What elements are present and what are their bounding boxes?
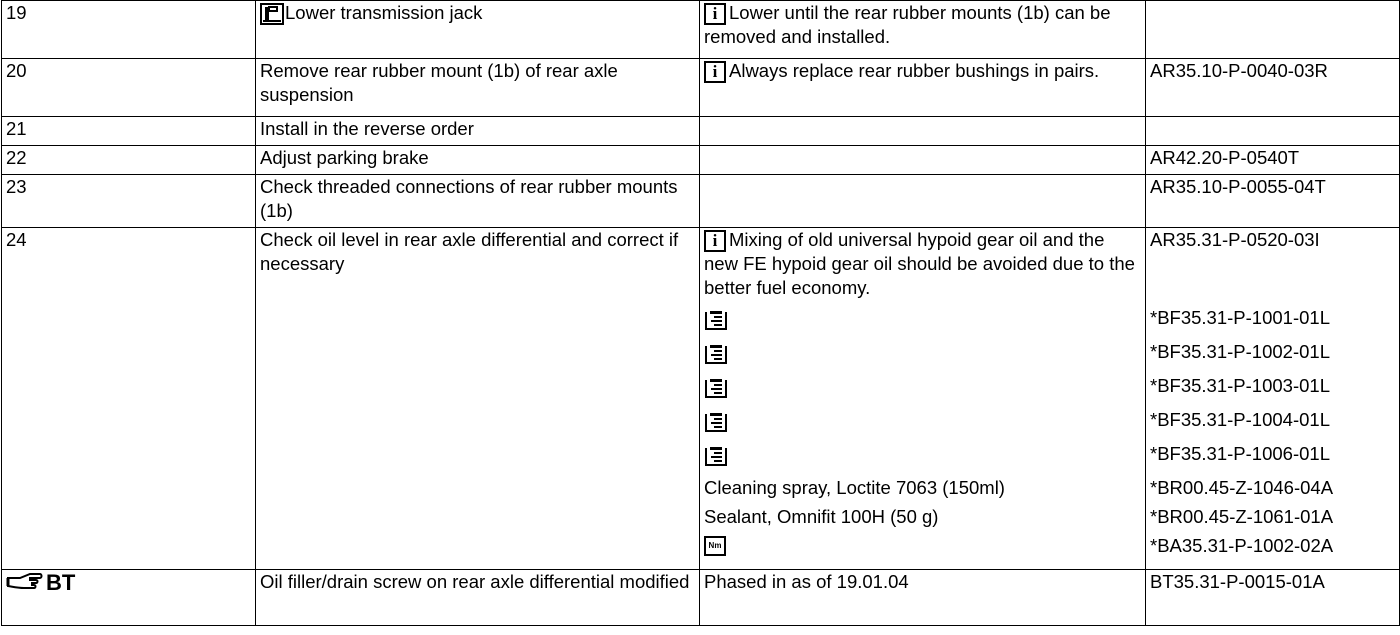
reference-cell	[1146, 228, 1400, 570]
reference-cell: BT35.31-P-0015-01A	[1146, 570, 1400, 626]
torque-item	[704, 534, 1141, 568]
oil-spec-item	[704, 340, 1141, 374]
action-cell: Check oil level in rear axle differential and correct if necessary	[256, 228, 700, 570]
step-number: 19	[2, 1, 256, 59]
step-number: 23	[2, 175, 256, 228]
action-cell: Adjust parking brake	[256, 146, 700, 175]
oil-can-icon	[704, 343, 728, 365]
table-row	[2, 59, 1400, 117]
note-text: Mixing of old universal hypoid gear oil and the new FE hypoid gear oil should be avoided due to the better fuel economy.	[704, 229, 1135, 298]
item-reference: *BR00.45-Z-1061-01A	[1150, 506, 1334, 527]
table-row	[2, 1, 1400, 59]
note-cell	[700, 59, 1146, 117]
action-cell: Remove rear rubber mount (1b) of rear axle suspension	[256, 59, 700, 117]
reference-cell	[1146, 1, 1400, 59]
table-row	[2, 228, 1400, 570]
info-icon: i	[704, 3, 726, 25]
step-number: 21	[2, 117, 256, 146]
consumable-item: Cleaning spray, Loctite 7063 (150ml)	[704, 477, 1005, 498]
note-cell	[700, 175, 1146, 228]
bt-label: BT	[46, 570, 76, 595]
oil-can-icon	[704, 309, 728, 331]
reference-text: AR35.31-P-0520-03I	[1150, 229, 1320, 250]
note-text: Always replace rear rubber bushings in pairs.	[729, 60, 1100, 81]
item-reference: *BR00.45-Z-1046-04A	[1150, 477, 1334, 498]
action-cell: Oil filler/drain screw on rear axle differential modified	[256, 570, 700, 626]
item-reference: *BA35.31-P-1002-02A	[1150, 535, 1334, 556]
note-cell	[700, 117, 1146, 146]
action-cell	[256, 1, 700, 59]
bt-marker-cell	[2, 570, 256, 626]
consumable-item: Sealant, Omnifit 100H (50 g)	[704, 506, 939, 527]
step-number: 20	[2, 59, 256, 117]
oil-spec-item	[704, 408, 1141, 442]
oil-can-icon	[704, 445, 728, 467]
table-row	[2, 570, 1400, 626]
reference-cell	[1146, 117, 1400, 146]
oil-spec-item	[704, 374, 1141, 408]
action-cell: Install in the reverse order	[256, 117, 700, 146]
note-cell	[700, 1, 1146, 59]
reference-cell: AR35.10-P-0055-04T	[1146, 175, 1400, 228]
step-number: 24	[2, 228, 256, 570]
oil-spec-item	[704, 306, 1141, 340]
item-reference: *BF35.31-P-1002-01L	[1150, 341, 1330, 362]
oil-spec-item	[704, 442, 1141, 476]
info-icon: i	[704, 230, 726, 252]
pointing-hand-icon	[6, 570, 44, 592]
torque-nm-icon: Nm	[704, 536, 726, 556]
table-row	[2, 117, 1400, 146]
item-reference: *BF35.31-P-1004-01L	[1150, 409, 1330, 430]
reference-cell: AR42.20-P-0540T	[1146, 146, 1400, 175]
table-row	[2, 146, 1400, 175]
action-text: Lower transmission jack	[285, 2, 483, 23]
oil-can-icon	[704, 411, 728, 433]
note-cell	[700, 146, 1146, 175]
jack-icon	[260, 3, 284, 25]
info-icon: i	[704, 61, 726, 83]
item-reference: *BF35.31-P-1003-01L	[1150, 375, 1330, 396]
note-text: Lower until the rear rubber mounts (1b) can be removed and installed.	[704, 2, 1111, 47]
table-row	[2, 175, 1400, 228]
note-cell	[700, 228, 1146, 570]
item-reference: *BF35.31-P-1006-01L	[1150, 443, 1330, 464]
note-cell: Phased in as of 19.01.04	[700, 570, 1146, 626]
step-number: 22	[2, 146, 256, 175]
reference-cell: AR35.10-P-0040-03R	[1146, 59, 1400, 117]
item-reference: *BF35.31-P-1001-01L	[1150, 307, 1330, 328]
note-block	[704, 228, 1141, 306]
procedure-table	[1, 0, 1400, 626]
oil-can-icon	[704, 377, 728, 399]
action-cell: Check threaded connections of rear rubber mounts (1b)	[256, 175, 700, 228]
